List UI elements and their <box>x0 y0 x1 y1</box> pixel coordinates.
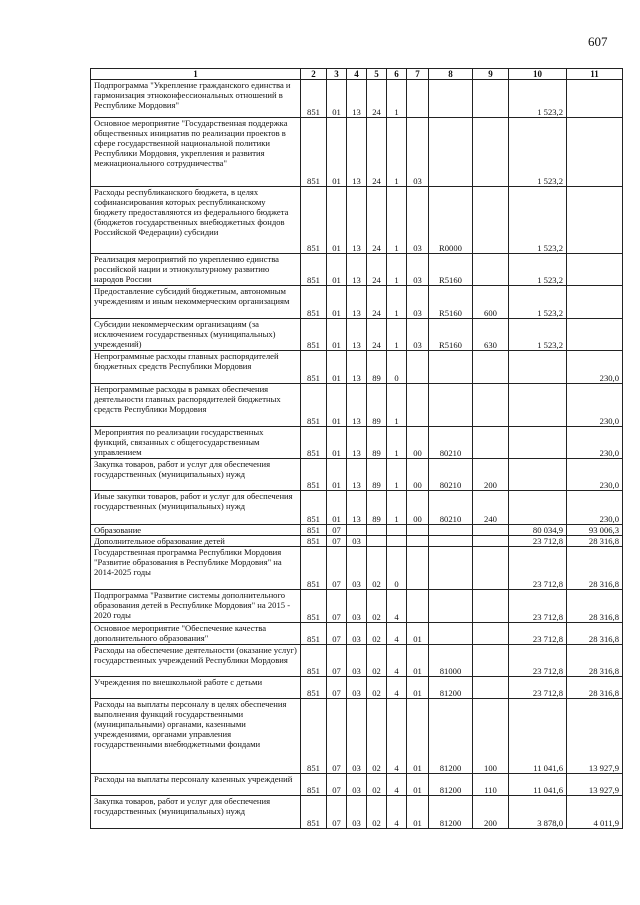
cell-amount-col10: 1 523,2 <box>509 254 567 286</box>
column-header: 9 <box>473 69 509 80</box>
cell-program: 02 <box>367 699 387 774</box>
cell-amount-col11: 28 316,8 <box>567 623 623 645</box>
cell-expense-type: 600 <box>473 286 509 319</box>
table-row <box>91 384 623 427</box>
row-description: Расходы на обеспечение деятельности (оказание услуг) государственных учреждений Республики Мордовия <box>91 645 301 677</box>
cell-subprogram: 1 <box>387 427 407 459</box>
row-description: Расходы на выплаты персоналу казенных учреждений <box>91 774 301 796</box>
cell-section: 07 <box>327 774 347 796</box>
column-header: 7 <box>407 69 429 80</box>
cell-section: 07 <box>327 699 347 774</box>
cell-amount-col10: 23 712,8 <box>509 536 567 547</box>
cell-direction-code: 81200 <box>429 677 473 699</box>
cell-expense-type <box>473 590 509 623</box>
table-body <box>91 80 623 829</box>
cell-section: 01 <box>327 286 347 319</box>
cell-main-event: 01 <box>407 774 429 796</box>
cell-program: 24 <box>367 80 387 118</box>
cell-subsection: 13 <box>347 80 367 118</box>
cell-main-event: 01 <box>407 623 429 645</box>
cell-program <box>367 536 387 547</box>
cell-subprogram: 4 <box>387 623 407 645</box>
cell-expense-type <box>473 384 509 427</box>
cell-ministry-code: 851 <box>301 677 327 699</box>
cell-amount-col11 <box>567 319 623 351</box>
cell-expense-type <box>473 351 509 384</box>
cell-amount-col11: 230,0 <box>567 351 623 384</box>
cell-expense-type: 200 <box>473 459 509 491</box>
cell-ministry-code: 851 <box>301 645 327 677</box>
cell-expense-type: 630 <box>473 319 509 351</box>
cell-amount-col10 <box>509 459 567 491</box>
column-header: 2 <box>301 69 327 80</box>
cell-amount-col10: 80 034,9 <box>509 525 567 536</box>
cell-section: 01 <box>327 118 347 187</box>
cell-ministry-code: 851 <box>301 774 327 796</box>
cell-section: 01 <box>327 80 347 118</box>
cell-amount-col11: 230,0 <box>567 491 623 525</box>
row-description: Закупка товаров, работ и услуг для обеспечения государственных (муниципальных) нужд <box>91 796 301 829</box>
cell-amount-col11: 93 006,3 <box>567 525 623 536</box>
table-row <box>91 187 623 254</box>
cell-ministry-code: 851 <box>301 427 327 459</box>
table-row <box>91 796 623 829</box>
cell-amount-col10: 3 878,0 <box>509 796 567 829</box>
cell-subsection: 13 <box>347 187 367 254</box>
cell-amount-col10: 1 523,2 <box>509 80 567 118</box>
cell-amount-col11: 230,0 <box>567 384 623 427</box>
row-description: Основное мероприятие "Государственная поддержка общественных инициатив по реализации проектов в сфере государственной национальной политики Республики Мордовия, укрепления и развития межнационального сотрудничества" <box>91 118 301 187</box>
cell-amount-col10: 23 712,8 <box>509 645 567 677</box>
cell-program: 24 <box>367 286 387 319</box>
cell-main-event: 03 <box>407 286 429 319</box>
cell-program: 89 <box>367 491 387 525</box>
cell-program: 02 <box>367 590 387 623</box>
cell-subprogram: 1 <box>387 80 407 118</box>
row-description: Подпрограмма "Развитие системы дополнительного образования детей в Республике Мордовия" на 2015 - 2020 годы <box>91 590 301 623</box>
cell-subprogram: 1 <box>387 384 407 427</box>
cell-main-event: 01 <box>407 645 429 677</box>
table-row <box>91 491 623 525</box>
column-header: 10 <box>509 69 567 80</box>
cell-subprogram: 4 <box>387 774 407 796</box>
cell-amount-col10: 1 523,2 <box>509 187 567 254</box>
row-description: Непрограммные расходы главных распорядителей бюджетных средств Республики Мордовия <box>91 351 301 384</box>
table-row <box>91 525 623 536</box>
cell-subsection: 13 <box>347 351 367 384</box>
cell-section: 01 <box>327 459 347 491</box>
cell-direction-code: R5160 <box>429 254 473 286</box>
cell-subsection: 13 <box>347 384 367 427</box>
cell-direction-code <box>429 623 473 645</box>
cell-ministry-code: 851 <box>301 459 327 491</box>
cell-amount-col11: 4 011,9 <box>567 796 623 829</box>
row-description: Иные закупки товаров, работ и услуг для обеспечения государственных (муниципальных) нужд <box>91 491 301 525</box>
cell-subsection: 03 <box>347 796 367 829</box>
cell-section: 01 <box>327 254 347 286</box>
cell-ministry-code: 851 <box>301 590 327 623</box>
cell-expense-type: 200 <box>473 796 509 829</box>
cell-subprogram: 0 <box>387 351 407 384</box>
cell-amount-col11: 230,0 <box>567 459 623 491</box>
column-header: 5 <box>367 69 387 80</box>
cell-amount-col10: 23 712,8 <box>509 677 567 699</box>
cell-amount-col11 <box>567 286 623 319</box>
cell-program: 02 <box>367 645 387 677</box>
cell-subprogram: 1 <box>387 491 407 525</box>
cell-subsection: 03 <box>347 699 367 774</box>
cell-ministry-code: 851 <box>301 536 327 547</box>
row-description: Расходы на выплаты персоналу в целях обеспечения выполнения функций государственными (муниципальными) органами, казенными учреждениями, органами управления государственными внебюджетными фондами <box>91 699 301 774</box>
cell-main-event <box>407 590 429 623</box>
cell-program: 02 <box>367 796 387 829</box>
cell-amount-col10: 11 041,6 <box>509 774 567 796</box>
table-row <box>91 427 623 459</box>
table-row <box>91 286 623 319</box>
cell-subprogram: 1 <box>387 459 407 491</box>
cell-main-event: 03 <box>407 254 429 286</box>
row-description: Закупка товаров, работ и услуг для обеспечения государственных (муниципальных) нужд <box>91 459 301 491</box>
table-row <box>91 459 623 491</box>
cell-amount-col10: 23 712,8 <box>509 623 567 645</box>
cell-expense-type <box>473 645 509 677</box>
cell-section: 07 <box>327 536 347 547</box>
cell-ministry-code: 851 <box>301 384 327 427</box>
cell-ministry-code: 851 <box>301 319 327 351</box>
cell-amount-col10: 23 712,8 <box>509 590 567 623</box>
row-description: Мероприятия по реализации государственных функций, связанных с общегосударственным управлением <box>91 427 301 459</box>
cell-amount-col11 <box>567 80 623 118</box>
cell-main-event: 00 <box>407 491 429 525</box>
cell-section: 07 <box>327 677 347 699</box>
cell-program: 89 <box>367 384 387 427</box>
cell-expense-type <box>473 536 509 547</box>
header-row <box>91 69 623 80</box>
cell-subsection: 03 <box>347 536 367 547</box>
column-header: 11 <box>567 69 623 80</box>
cell-program: 89 <box>367 427 387 459</box>
cell-subprogram: 1 <box>387 286 407 319</box>
cell-ministry-code: 851 <box>301 187 327 254</box>
cell-subprogram <box>387 525 407 536</box>
cell-main-event <box>407 384 429 427</box>
cell-subprogram: 4 <box>387 645 407 677</box>
cell-section: 01 <box>327 187 347 254</box>
cell-subsection: 13 <box>347 254 367 286</box>
cell-expense-type <box>473 525 509 536</box>
table-row <box>91 118 623 187</box>
cell-program: 24 <box>367 319 387 351</box>
cell-section: 07 <box>327 623 347 645</box>
cell-subsection: 13 <box>347 286 367 319</box>
cell-subsection: 03 <box>347 677 367 699</box>
cell-amount-col10: 1 523,2 <box>509 319 567 351</box>
cell-section: 01 <box>327 491 347 525</box>
row-description: Предоставление субсидий бюджетным, автономным учреждениям и иным некоммерческим организациям <box>91 286 301 319</box>
cell-amount-col10 <box>509 384 567 427</box>
cell-expense-type: 100 <box>473 699 509 774</box>
column-header: 6 <box>387 69 407 80</box>
cell-program: 24 <box>367 254 387 286</box>
page-number: 607 <box>588 34 608 49</box>
cell-subprogram: 4 <box>387 796 407 829</box>
cell-expense-type: 240 <box>473 491 509 525</box>
cell-subprogram: 1 <box>387 187 407 254</box>
cell-amount-col11: 28 316,8 <box>567 547 623 590</box>
row-description: Учреждения по внешкольной работе с детьми <box>91 677 301 699</box>
cell-main-event: 00 <box>407 459 429 491</box>
table-row <box>91 319 623 351</box>
cell-direction-code: R0000 <box>429 187 473 254</box>
cell-direction-code <box>429 80 473 118</box>
column-header: 8 <box>429 69 473 80</box>
cell-amount-col11: 13 927,9 <box>567 774 623 796</box>
table-row <box>91 351 623 384</box>
cell-main-event: 01 <box>407 796 429 829</box>
table-row <box>91 774 623 796</box>
table-row <box>91 699 623 774</box>
cell-direction-code: 81200 <box>429 774 473 796</box>
column-header: 1 <box>91 69 301 80</box>
row-description: Основное мероприятие "Обеспечение качества дополнительного образования" <box>91 623 301 645</box>
cell-direction-code <box>429 536 473 547</box>
cell-amount-col11: 28 316,8 <box>567 645 623 677</box>
cell-program: 02 <box>367 547 387 590</box>
cell-subprogram: 4 <box>387 677 407 699</box>
cell-direction-code <box>429 547 473 590</box>
column-header: 3 <box>327 69 347 80</box>
cell-subprogram: 1 <box>387 118 407 187</box>
cell-main-event: 03 <box>407 118 429 187</box>
row-description: Дополнительное образование детей <box>91 536 301 547</box>
cell-amount-col11: 28 316,8 <box>567 590 623 623</box>
cell-section: 07 <box>327 645 347 677</box>
cell-section: 07 <box>327 590 347 623</box>
row-description: Государственная программа Республики Мордовия "Развитие образования в Республике Мордовия" на 2014-2025 годы <box>91 547 301 590</box>
cell-expense-type <box>473 547 509 590</box>
cell-program <box>367 525 387 536</box>
table-row <box>91 677 623 699</box>
cell-main-event: 03 <box>407 187 429 254</box>
cell-direction-code <box>429 118 473 187</box>
cell-subsection: 13 <box>347 491 367 525</box>
cell-subsection: 13 <box>347 319 367 351</box>
cell-amount-col10: 23 712,8 <box>509 547 567 590</box>
cell-amount-col11 <box>567 254 623 286</box>
cell-amount-col11: 28 316,8 <box>567 536 623 547</box>
cell-program: 02 <box>367 623 387 645</box>
cell-ministry-code: 851 <box>301 80 327 118</box>
cell-subsection: 13 <box>347 118 367 187</box>
cell-amount-col10: 1 523,2 <box>509 286 567 319</box>
row-description: Субсидии некоммерческим организациям (за исключением государственных (муниципальных) учреждений) <box>91 319 301 351</box>
cell-amount-col10 <box>509 491 567 525</box>
cell-expense-type <box>473 427 509 459</box>
cell-subprogram: 0 <box>387 547 407 590</box>
cell-section: 01 <box>327 319 347 351</box>
cell-section: 07 <box>327 525 347 536</box>
cell-ministry-code: 851 <box>301 286 327 319</box>
cell-expense-type: 110 <box>473 774 509 796</box>
cell-amount-col11 <box>567 118 623 187</box>
cell-subprogram: 4 <box>387 590 407 623</box>
cell-expense-type <box>473 118 509 187</box>
cell-section: 01 <box>327 351 347 384</box>
cell-program: 89 <box>367 459 387 491</box>
cell-section: 07 <box>327 547 347 590</box>
cell-section: 01 <box>327 384 347 427</box>
cell-direction-code: 80210 <box>429 491 473 525</box>
cell-main-event <box>407 80 429 118</box>
cell-subsection: 13 <box>347 459 367 491</box>
cell-subsection <box>347 525 367 536</box>
cell-expense-type <box>473 187 509 254</box>
cell-subprogram: 1 <box>387 319 407 351</box>
table-row <box>91 254 623 286</box>
cell-amount-col10 <box>509 427 567 459</box>
cell-main-event: 03 <box>407 319 429 351</box>
row-description: Образование <box>91 525 301 536</box>
cell-direction-code: R5160 <box>429 319 473 351</box>
cell-direction-code <box>429 590 473 623</box>
cell-direction-code <box>429 384 473 427</box>
cell-ministry-code: 851 <box>301 525 327 536</box>
row-description: Реализация мероприятий по укреплению единства российской нации и этнокультурному развитию народов России <box>91 254 301 286</box>
cell-amount-col10 <box>509 351 567 384</box>
row-description: Непрограммные расходы в рамках обеспечения деятельности главных распорядителей бюджетных средств Республики Мордовия <box>91 384 301 427</box>
cell-expense-type <box>473 623 509 645</box>
cell-expense-type <box>473 80 509 118</box>
row-description: Расходы республиканского бюджета, в целях софинансирования которых республиканскому бюджету предоставляются из федерального бюджета (бюджетов государственных внебюджетных фондов Российской Федерации) субсидии <box>91 187 301 254</box>
cell-ministry-code: 851 <box>301 254 327 286</box>
cell-program: 24 <box>367 187 387 254</box>
cell-ministry-code: 851 <box>301 623 327 645</box>
cell-subsection: 03 <box>347 645 367 677</box>
table-row <box>91 645 623 677</box>
cell-direction-code <box>429 351 473 384</box>
column-header: 4 <box>347 69 367 80</box>
cell-subsection: 03 <box>347 774 367 796</box>
table-row <box>91 80 623 118</box>
cell-main-event <box>407 525 429 536</box>
cell-main-event: 01 <box>407 677 429 699</box>
cell-direction-code: 80210 <box>429 459 473 491</box>
cell-ministry-code: 851 <box>301 351 327 384</box>
table-row <box>91 547 623 590</box>
cell-program: 02 <box>367 677 387 699</box>
cell-ministry-code: 851 <box>301 547 327 590</box>
cell-amount-col10: 1 523,2 <box>509 118 567 187</box>
cell-direction-code: 81200 <box>429 796 473 829</box>
cell-subsection: 13 <box>347 427 367 459</box>
cell-main-event <box>407 351 429 384</box>
cell-direction-code: 80210 <box>429 427 473 459</box>
cell-amount-col11: 13 927,9 <box>567 699 623 774</box>
cell-section: 07 <box>327 796 347 829</box>
cell-main-event: 00 <box>407 427 429 459</box>
table-row <box>91 590 623 623</box>
cell-direction-code: R5160 <box>429 286 473 319</box>
cell-ministry-code: 851 <box>301 118 327 187</box>
cell-direction-code: 81200 <box>429 699 473 774</box>
cell-main-event: 01 <box>407 699 429 774</box>
table-row <box>91 623 623 645</box>
budget-table <box>90 68 623 829</box>
cell-subsection: 03 <box>347 547 367 590</box>
cell-amount-col11: 230,0 <box>567 427 623 459</box>
cell-section: 01 <box>327 427 347 459</box>
cell-subprogram <box>387 536 407 547</box>
cell-amount-col11: 28 316,8 <box>567 677 623 699</box>
cell-subsection: 03 <box>347 590 367 623</box>
cell-main-event <box>407 547 429 590</box>
cell-ministry-code: 851 <box>301 796 327 829</box>
cell-program: 89 <box>367 351 387 384</box>
cell-direction-code: 81000 <box>429 645 473 677</box>
cell-expense-type <box>473 677 509 699</box>
cell-amount-col10: 11 041,6 <box>509 699 567 774</box>
cell-program: 24 <box>367 118 387 187</box>
row-description: Подпрограмма "Укрепление гражданского единства и гармонизация этноконфессиональных отношений в Республике Мордовия" <box>91 80 301 118</box>
cell-subprogram: 4 <box>387 699 407 774</box>
cell-expense-type <box>473 254 509 286</box>
cell-direction-code <box>429 525 473 536</box>
cell-subprogram: 1 <box>387 254 407 286</box>
table-row <box>91 536 623 547</box>
cell-main-event <box>407 536 429 547</box>
cell-ministry-code: 851 <box>301 699 327 774</box>
cell-amount-col11 <box>567 187 623 254</box>
cell-subsection: 03 <box>347 623 367 645</box>
cell-program: 02 <box>367 774 387 796</box>
cell-ministry-code: 851 <box>301 491 327 525</box>
